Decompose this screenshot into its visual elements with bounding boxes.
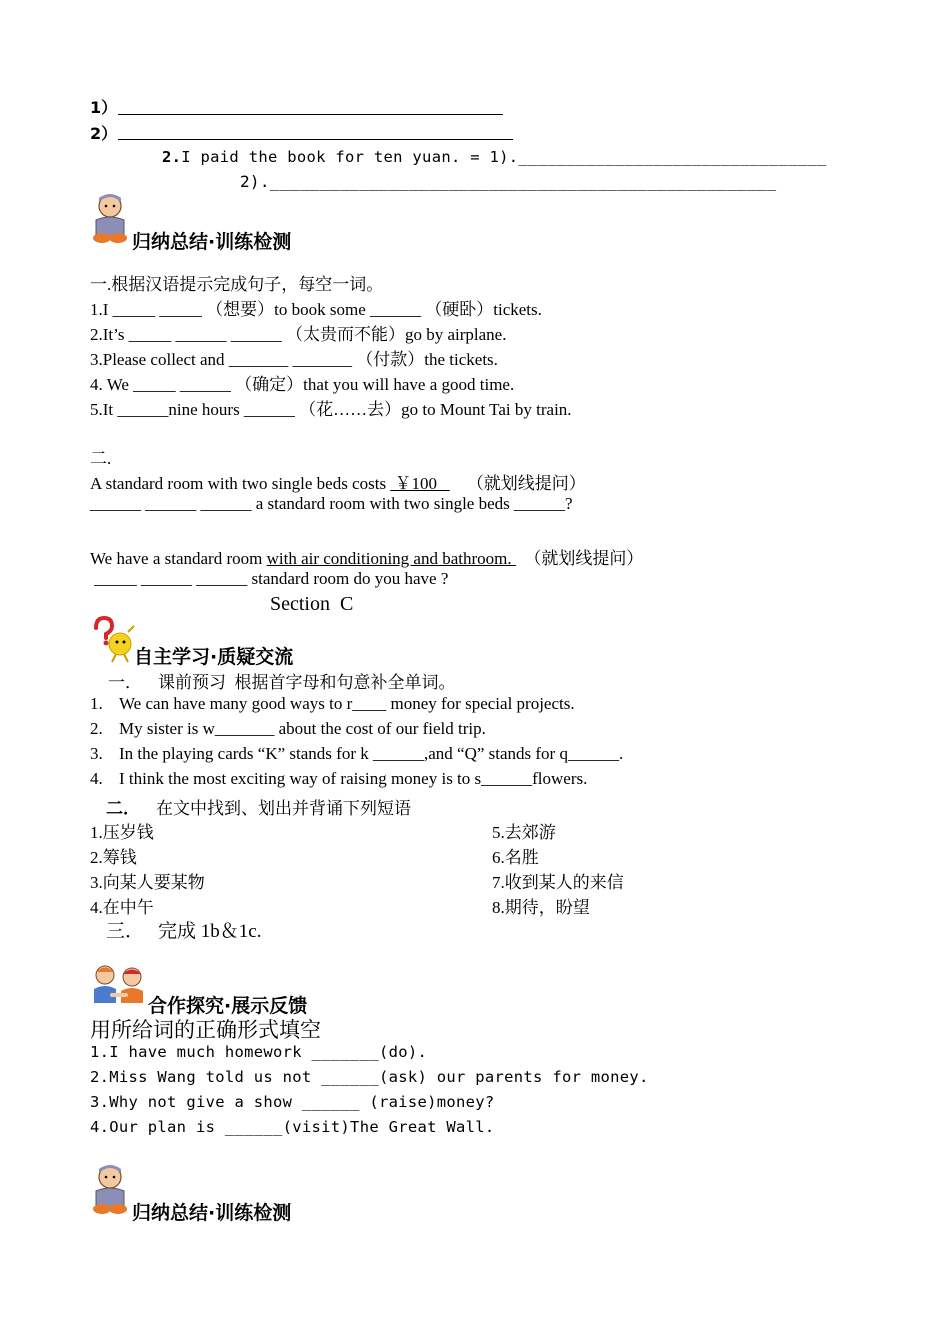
preview-item-1 bbox=[90, 694, 575, 714]
summary-heading: 归纳总结·训练检测 bbox=[132, 231, 292, 253]
phrase-item: 8.期待，盼望 bbox=[492, 898, 590, 917]
preview-item-number: 4. bbox=[90, 769, 103, 788]
part1-item-1: 1.I _____ _____ （想要）to book some ______ （硬卧）tickets. bbox=[90, 300, 542, 319]
answer-line-2 bbox=[118, 139, 513, 140]
phrase-item: 4.在中午 bbox=[90, 898, 154, 917]
phrase-item: 1.压岁钱 bbox=[90, 823, 154, 842]
fill-title: 用所给词的正确形式填空 bbox=[90, 1018, 321, 1042]
preview-title-text: 课前预习 根据首字母和句意补全单词。 bbox=[158, 673, 456, 692]
preview-item-2 bbox=[90, 719, 486, 739]
preview-item-4 bbox=[90, 769, 588, 789]
part2-s1-text: A standard room with two single beds costs bbox=[90, 474, 391, 493]
preview-title bbox=[108, 668, 456, 693]
question-2-second-answer: 2).___________________________________________________ bbox=[240, 172, 777, 191]
fill-item-3: 3.Why not give a show ______ (raise)money? bbox=[90, 1093, 495, 1111]
phrase-item: 7.收到某人的来信 bbox=[492, 873, 624, 892]
phrase-item: 6.名胜 bbox=[492, 848, 539, 867]
preview-item-text: I think the most exciting way of raising money is to s______flowers. bbox=[119, 769, 588, 788]
cooperation-people-icon bbox=[90, 963, 148, 1007]
fill-item-4: 4.Our plan is ______(visit)The Great Wall. bbox=[90, 1118, 495, 1136]
phrase-item: 2.筹钱 bbox=[90, 848, 137, 867]
teacher-icon bbox=[90, 1163, 130, 1215]
part1-title: 一.根据汉语提示完成句子，每空一词。 bbox=[90, 275, 384, 294]
part2-s1-hint: （就划线提问） bbox=[449, 474, 586, 493]
part3-number: 三． bbox=[106, 921, 145, 942]
preview-item-text: My sister is w_______ about the cost of our field trip. bbox=[119, 719, 486, 738]
summary-heading-2: 归纳总结·训练检测 bbox=[132, 1202, 292, 1224]
preview-title-number: 一． bbox=[108, 673, 142, 692]
phrases-title bbox=[106, 794, 411, 819]
preview-item-number: 2. bbox=[90, 719, 103, 738]
part1-item-2: 2.It’s _____ ______ ______ （太贵而不能）go by airplane. bbox=[90, 325, 507, 344]
part3-text: 完成 1b＆1c. bbox=[158, 921, 262, 942]
part2-answer-1: ______ ______ ______ a standard room with two single beds ______? bbox=[90, 494, 573, 513]
preview-item-number: 3. bbox=[90, 744, 103, 763]
preview-item-text: In the playing cards “K” stands for k ______,and “Q” stands for q______. bbox=[119, 744, 624, 763]
question-mark-character-icon bbox=[90, 616, 136, 664]
question-2-number: 2. bbox=[162, 148, 182, 166]
section-c-title: Section C bbox=[270, 593, 354, 615]
phrase-item: 3.向某人要某物 bbox=[90, 873, 205, 892]
phrase-item: 5.去郊游 bbox=[492, 823, 556, 842]
part2-s1-underlined: ￥100 bbox=[390, 474, 450, 493]
preview-item-text: We can have many good ways to r____ money for special projects. bbox=[119, 694, 575, 713]
part2-s2-underlined: with air conditioning and bathroom. bbox=[266, 549, 516, 568]
part2-s2-text: We have a standard room bbox=[90, 549, 267, 568]
answer-line-2-label: 2） bbox=[90, 124, 118, 143]
part2-sentence-1 bbox=[90, 469, 586, 494]
self-study-heading: 自主学习·质疑交流 bbox=[134, 646, 294, 668]
answer-line-1-label: 1） bbox=[90, 98, 118, 117]
preview-item-3 bbox=[90, 744, 624, 764]
teacher-icon bbox=[90, 192, 130, 244]
part1-item-3: 3.Please collect and _______ _______ （付款）the tickets. bbox=[90, 350, 498, 369]
answer-line-1 bbox=[118, 114, 503, 115]
part3 bbox=[106, 916, 261, 943]
phrases-title-number: 二． bbox=[106, 799, 140, 818]
preview-item-number: 1. bbox=[90, 694, 103, 713]
part2-title: 二. bbox=[90, 449, 112, 468]
part1-item-5: 5.It ______nine hours ______ （花……去）go to Mount Tai by train. bbox=[90, 400, 572, 419]
part2-s2-hint: （就划线提问） bbox=[515, 549, 644, 568]
part2-sentence-2 bbox=[90, 544, 643, 569]
fill-item-1: 1.I have much homework _______(do). bbox=[90, 1043, 428, 1061]
question-2-text: I paid the book for ten yuan. = 1).________________________________ bbox=[181, 148, 827, 166]
part1-item-4: 4. We _____ ______ （确定）that you will have a good time. bbox=[90, 375, 515, 394]
fill-item-2: 2.Miss Wang told us not ______(ask) our parents for money. bbox=[90, 1068, 649, 1086]
cooperation-heading: 合作探究·展示反馈 bbox=[148, 995, 308, 1017]
part2-answer-2: _____ ______ ______ standard room do you have ? bbox=[90, 569, 449, 588]
question-2 bbox=[162, 148, 827, 166]
phrases-title-text: 在文中找到、划出并背诵下列短语 bbox=[156, 799, 411, 818]
